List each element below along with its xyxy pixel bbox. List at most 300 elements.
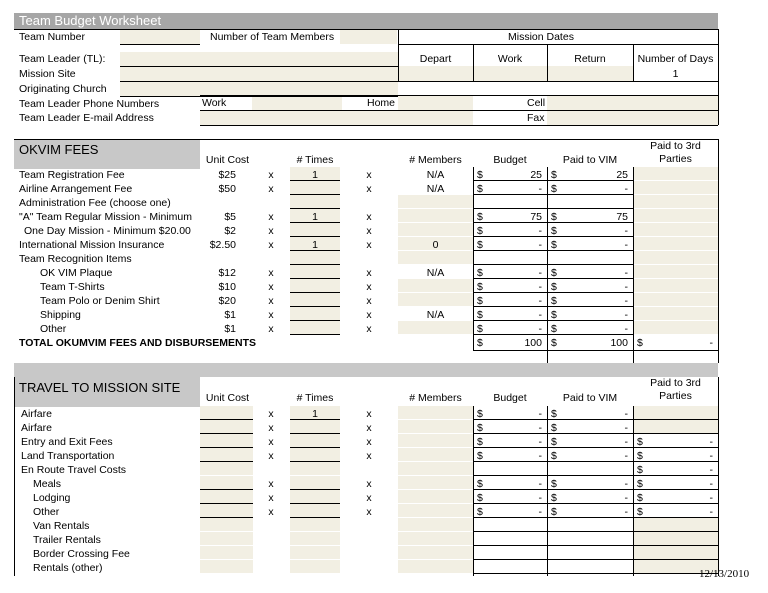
- travel-left-border: [14, 377, 15, 576]
- budget-value: 25: [530, 169, 542, 181]
- okvim-total-third: -: [709, 337, 713, 349]
- members-x: x: [366, 169, 372, 181]
- unit-cost-input[interactable]: [200, 420, 253, 433]
- okvim-right-border: [718, 139, 719, 363]
- times-x: x: [268, 422, 274, 434]
- phone-work-field[interactable]: [252, 96, 342, 110]
- team-number-field[interactable]: [120, 30, 200, 44]
- paid-3rd-input[interactable]: [633, 518, 718, 531]
- members-input[interactable]: [398, 560, 473, 573]
- members-input[interactable]: [398, 321, 473, 334]
- okvim-total-budget: 100: [524, 337, 542, 349]
- travel-item-label: Van Rentals: [33, 520, 90, 532]
- budget-sign: $: [477, 422, 483, 434]
- members-x: x: [366, 309, 372, 321]
- vim-value: -: [624, 225, 628, 237]
- col-paid-3rd: Paid to 3rd Parties: [650, 140, 701, 165]
- budget-sign: $: [477, 450, 483, 462]
- email-field[interactable]: [200, 111, 473, 125]
- members-x: x: [366, 506, 372, 518]
- vim-value: -: [624, 281, 628, 293]
- times-input[interactable]: [290, 223, 340, 236]
- vim-value: -: [624, 183, 628, 195]
- header-right-border: [718, 29, 719, 125]
- budget-sign: $: [477, 478, 483, 490]
- members-input[interactable]: [398, 434, 473, 447]
- unit-cost-input[interactable]: [200, 448, 253, 461]
- budget-value: -: [538, 323, 542, 335]
- members-x: x: [366, 239, 372, 251]
- paid-3rd-input[interactable]: [633, 307, 718, 320]
- times-x: x: [268, 492, 274, 504]
- budget-value: 75: [530, 211, 542, 223]
- third-sign: $: [637, 478, 643, 490]
- times-x: x: [268, 478, 274, 490]
- paid-3rd-input[interactable]: [633, 265, 718, 278]
- times-input[interactable]: [290, 321, 340, 334]
- mission-site-label: Mission Site: [19, 68, 76, 80]
- travel-item-label: Lodging: [33, 492, 71, 504]
- depart-field[interactable]: [398, 66, 473, 81]
- budget-value: -: [538, 225, 542, 237]
- amount-underline: [473, 573, 718, 574]
- col-times: # Times: [296, 154, 334, 166]
- vim-sign: $: [551, 211, 557, 223]
- fax-label: Fax: [527, 112, 545, 124]
- times-input[interactable]: [290, 448, 340, 461]
- third-sign: $: [637, 506, 643, 518]
- okvim-total-vim-sign: $: [551, 337, 557, 349]
- vim-value: -: [624, 239, 628, 251]
- times-value: 1: [312, 169, 318, 181]
- vim-value: 75: [616, 211, 628, 223]
- vim-value: -: [624, 309, 628, 321]
- worksheet-title: Team Budget Worksheet: [19, 13, 162, 28]
- budget-value: -: [538, 506, 542, 518]
- members-x: x: [366, 436, 372, 448]
- work-label: Work: [497, 53, 523, 65]
- vim-sign: $: [551, 422, 557, 434]
- third-sign: $: [637, 464, 643, 476]
- phone-underline: [200, 110, 718, 111]
- times-input[interactable]: [290, 265, 340, 278]
- times-x: x: [268, 408, 274, 420]
- members-x: x: [366, 211, 372, 223]
- phone-cell-label: Cell: [527, 97, 546, 109]
- okvim-item-label: Shipping: [40, 309, 81, 321]
- amount-underline: [473, 264, 633, 265]
- team-number-label: Team Number: [19, 31, 85, 43]
- members-input[interactable]: [398, 195, 473, 208]
- budget-value: -: [538, 436, 542, 448]
- col-paid-3rd: Paid to 3rd Parties: [650, 377, 701, 402]
- members-input[interactable]: [398, 279, 473, 292]
- paid-3rd-input[interactable]: [633, 237, 718, 250]
- times-x: x: [268, 267, 274, 279]
- return-label: Return: [574, 53, 606, 65]
- vim-sign: $: [551, 225, 557, 237]
- unit-cost-input[interactable]: [200, 462, 253, 475]
- vim-sign: $: [551, 506, 557, 518]
- budget-sign: $: [477, 281, 483, 293]
- vim-sign: $: [551, 436, 557, 448]
- section-separator: [14, 363, 718, 377]
- paid-3rd-input[interactable]: [633, 195, 718, 208]
- vim-sign: $: [551, 295, 557, 307]
- vim-sign: $: [551, 239, 557, 251]
- vim-sign: $: [551, 450, 557, 462]
- members-x: x: [366, 492, 372, 504]
- okvim-title: OKVIM FEES: [19, 142, 99, 157]
- budget-value: -: [538, 408, 542, 420]
- members-x: x: [366, 408, 372, 420]
- times-input[interactable]: [290, 560, 340, 573]
- members-x: x: [366, 422, 372, 434]
- unit-cost: $10: [218, 281, 236, 293]
- num-days-value: 1: [672, 68, 679, 80]
- members-value: N/A: [426, 169, 445, 181]
- paid-3rd-input[interactable]: [633, 223, 718, 236]
- times-x: x: [268, 281, 274, 293]
- times-input[interactable]: [290, 476, 340, 489]
- members-input[interactable]: [398, 420, 473, 433]
- unit-cost-input[interactable]: [200, 434, 253, 447]
- times-x: x: [268, 295, 274, 307]
- col-unit-cost: Unit Cost: [205, 154, 250, 166]
- budget-value: -: [538, 295, 542, 307]
- paid-3rd-input[interactable]: [633, 546, 718, 559]
- okvim-item-label: Team Recognition Items: [19, 253, 132, 265]
- budget-sign: $: [477, 323, 483, 335]
- unit-cost: $1: [224, 309, 236, 321]
- team-leader-field[interactable]: [120, 52, 398, 66]
- budget-sign: $: [477, 169, 483, 181]
- okvim-total-label: TOTAL OKUMVIM FEES AND DISBURSEMENTS: [19, 337, 257, 349]
- times-value: 1: [312, 239, 318, 251]
- budget-sign: $: [477, 183, 483, 195]
- travel-item-label: Other: [33, 506, 60, 518]
- travel-item-label: En Route Travel Costs: [21, 464, 127, 476]
- travel-item-label: Meals: [33, 478, 62, 490]
- members-input[interactable]: [398, 546, 473, 559]
- unit-cost: $5: [224, 211, 236, 223]
- times-input[interactable]: [290, 546, 340, 559]
- vim-sign: $: [551, 169, 557, 181]
- vim-sign: $: [551, 281, 557, 293]
- vim-value: -: [624, 450, 628, 462]
- footer-date: 12/13/2010: [699, 568, 750, 580]
- third-value: -: [709, 464, 713, 476]
- vim-border: [547, 406, 548, 576]
- third-value: -: [709, 506, 713, 518]
- unit-cost-input[interactable]: [200, 490, 253, 503]
- okvim-item-label: Other: [40, 323, 67, 335]
- paid-3rd-input[interactable]: [633, 293, 718, 306]
- budget-sign: $: [477, 492, 483, 504]
- paid-3rd-input[interactable]: [633, 167, 718, 180]
- okvim-item-label: "A" Team Regular Mission - Minimum: [19, 211, 192, 223]
- vim-value: -: [624, 506, 628, 518]
- budget-value: -: [538, 492, 542, 504]
- third-value: -: [709, 450, 713, 462]
- third-sign: $: [637, 436, 643, 448]
- mission-site-field[interactable]: [120, 67, 398, 81]
- members-x: x: [366, 281, 372, 293]
- amount-underline: [473, 208, 633, 209]
- members-value: 0: [432, 239, 439, 251]
- members-input[interactable]: [398, 462, 473, 475]
- okvim-item-label: International Mission Insurance: [19, 239, 165, 251]
- budget-border: [473, 167, 474, 350]
- times-x: x: [268, 323, 274, 335]
- members-input[interactable]: [398, 490, 473, 503]
- times-x: x: [268, 309, 274, 321]
- unit-cost-input[interactable]: [200, 560, 253, 573]
- phone-home-field[interactable]: [398, 96, 473, 110]
- travel-item-label: Border Crossing Fee: [33, 548, 130, 560]
- vim-sign: $: [551, 267, 557, 279]
- work-date-field[interactable]: [473, 66, 547, 81]
- num-members-label: Number of Team Members: [210, 31, 335, 43]
- members-input[interactable]: [398, 293, 473, 306]
- members-input[interactable]: [398, 209, 473, 222]
- third-value: -: [709, 492, 713, 504]
- header-line: [14, 29, 718, 30]
- col-unit-cost: Unit Cost: [205, 392, 250, 404]
- members-input[interactable]: [398, 518, 473, 531]
- paid-3rd-input[interactable]: [633, 181, 718, 194]
- phone-cell-field[interactable]: [547, 96, 718, 110]
- members-input[interactable]: [398, 448, 473, 461]
- budget-sign: $: [477, 295, 483, 307]
- paid-3rd-input[interactable]: [633, 209, 718, 222]
- times-input[interactable]: [290, 532, 340, 545]
- okvim-total-budget-sign: $: [477, 337, 483, 349]
- times-x: x: [268, 239, 274, 251]
- times-input[interactable]: [290, 251, 340, 264]
- mission-dates-label: Mission Dates: [508, 31, 574, 43]
- members-input[interactable]: [398, 223, 473, 236]
- times-x: x: [268, 183, 274, 195]
- members-value: N/A: [426, 267, 445, 279]
- budget-sign: $: [477, 506, 483, 518]
- times-input[interactable]: [290, 420, 340, 433]
- okvim-item-label: Administration Fee (choose one): [19, 197, 171, 209]
- times-x: x: [268, 211, 274, 223]
- col-paid-vim: Paid to VIM: [562, 154, 618, 166]
- unit-cost-input[interactable]: [200, 406, 253, 419]
- vim-sign: $: [551, 492, 557, 504]
- budget-value: -: [538, 239, 542, 251]
- budget-sign: $: [477, 239, 483, 251]
- okvim-top-line: [14, 139, 718, 140]
- mission-site-underline: [120, 81, 718, 82]
- members-x: x: [366, 225, 372, 237]
- unit-cost: $20: [218, 295, 236, 307]
- paid-3rd-input[interactable]: [633, 279, 718, 292]
- members-x: x: [366, 267, 372, 279]
- travel-title: TRAVEL TO MISSION SITE: [19, 380, 181, 395]
- members-x: x: [366, 295, 372, 307]
- okvim-item-label: Airline Arrangement Fee: [19, 183, 133, 195]
- unit-cost: $25: [218, 169, 236, 181]
- unit-cost: $2.50: [209, 239, 236, 251]
- third-border: [633, 167, 634, 363]
- travel-item-label: Airfare: [21, 408, 52, 420]
- unit-cost: $2: [224, 225, 236, 237]
- members-input[interactable]: [398, 476, 473, 489]
- third-border: [633, 406, 634, 576]
- budget-sign: $: [477, 309, 483, 321]
- originating-church-label: Originating Church: [19, 83, 107, 95]
- fax-field[interactable]: [547, 111, 718, 125]
- budget-value: -: [538, 267, 542, 279]
- team-leader-underline: [120, 66, 398, 67]
- times-input[interactable]: [290, 279, 340, 292]
- times-x: x: [268, 436, 274, 448]
- third-sign: $: [637, 492, 643, 504]
- paid-3rd-input[interactable]: [633, 251, 718, 264]
- travel-item-label: Airfare: [21, 422, 52, 434]
- okvim-item-label: Team Polo or Denim Shirt: [40, 295, 160, 307]
- team-leader-label: Team Leader (TL):: [19, 53, 106, 65]
- travel-item-label: Land Transportation: [21, 450, 115, 462]
- unit-cost: $50: [218, 183, 236, 195]
- times-input[interactable]: [290, 434, 340, 447]
- times-input[interactable]: [290, 307, 340, 320]
- times-x: x: [268, 169, 274, 181]
- vim-sign: $: [551, 478, 557, 490]
- vim-value: -: [624, 408, 628, 420]
- vim-border: [547, 167, 548, 363]
- unit-cost: $12: [218, 267, 236, 279]
- unit-cost: $1: [224, 323, 236, 335]
- dates-line: [398, 44, 718, 45]
- church-underline: [120, 96, 398, 97]
- vim-value: -: [624, 478, 628, 490]
- email-underline: [200, 125, 718, 126]
- team-number-underline: [120, 44, 200, 45]
- budget-sign: $: [477, 211, 483, 223]
- budget-value: -: [538, 422, 542, 434]
- budget-sign: $: [477, 225, 483, 237]
- members-x: x: [366, 478, 372, 490]
- originating-church-field[interactable]: [120, 82, 398, 96]
- third-value: -: [709, 436, 713, 448]
- members-input[interactable]: [398, 504, 473, 517]
- vim-value: -: [624, 436, 628, 448]
- times-input[interactable]: [290, 462, 340, 475]
- phone-work-label: Work: [202, 97, 227, 109]
- budget-value: -: [538, 183, 542, 195]
- col-times: # Times: [296, 392, 334, 404]
- times-input[interactable]: [290, 504, 340, 517]
- phone-home-label: Home: [367, 97, 396, 109]
- third-value: -: [709, 478, 713, 490]
- times-underline: [290, 334, 340, 335]
- budget-sign: $: [477, 436, 483, 448]
- budget-sign: $: [477, 267, 483, 279]
- col-budget: Budget: [493, 392, 527, 404]
- vim-value: -: [624, 323, 628, 335]
- times-value: 1: [312, 408, 318, 420]
- paid-3rd-input[interactable]: [633, 532, 718, 545]
- col-members: # Members: [409, 392, 462, 404]
- budget-sign: $: [477, 408, 483, 420]
- times-input[interactable]: [290, 195, 340, 208]
- paid-3rd-input[interactable]: [633, 321, 718, 334]
- budget-value: -: [538, 281, 542, 293]
- vim-value: -: [624, 295, 628, 307]
- okvim-item-label: Team Registration Fee: [19, 169, 125, 181]
- col-paid-vim: Paid to VIM: [562, 392, 618, 404]
- email-label: Team Leader E-mail Address: [19, 112, 154, 124]
- unit-cost-input[interactable]: [200, 504, 253, 517]
- okvim-item-label: Team T-Shirts: [40, 281, 105, 293]
- paid-3rd-input[interactable]: [633, 420, 718, 433]
- vim-sign: $: [551, 183, 557, 195]
- okvim-item-label: OK VIM Plaque: [40, 267, 113, 279]
- col-budget: Budget: [493, 154, 527, 166]
- members-x: x: [366, 323, 372, 335]
- depart-label: Depart: [419, 53, 452, 65]
- members-input[interactable]: [398, 406, 473, 419]
- members-x: x: [366, 450, 372, 462]
- unit-cost-input[interactable]: [200, 518, 253, 531]
- okvim-item-label: One Day Mission - Minimum $20.00: [24, 225, 191, 237]
- times-value: 1: [312, 211, 318, 223]
- okvim-total-underline: [473, 350, 718, 351]
- vim-value: -: [624, 422, 628, 434]
- budget-value: -: [538, 309, 542, 321]
- times-input[interactable]: [290, 490, 340, 503]
- phone-label: Team Leader Phone Numbers: [19, 98, 160, 110]
- vim-value: 25: [616, 169, 628, 181]
- times-input[interactable]: [290, 518, 340, 531]
- members-value: N/A: [426, 183, 445, 195]
- okvim-total-third-sign: $: [637, 337, 643, 349]
- unit-cost-input[interactable]: [200, 476, 253, 489]
- travel-item-label: Entry and Exit Fees: [21, 436, 113, 448]
- times-input[interactable]: [290, 293, 340, 306]
- budget-border: [473, 406, 474, 576]
- members-value: N/A: [426, 309, 445, 321]
- members-input[interactable]: [398, 532, 473, 545]
- vim-sign: $: [551, 309, 557, 321]
- okvim-total-vim: 100: [610, 337, 628, 349]
- vim-value: -: [624, 267, 628, 279]
- unit-cost-input[interactable]: [200, 532, 253, 545]
- travel-item-label: Trailer Rentals: [33, 534, 101, 546]
- times-x: x: [268, 450, 274, 462]
- num-members-field[interactable]: [340, 30, 397, 44]
- return-field[interactable]: [547, 66, 633, 81]
- col-members: # Members: [409, 154, 462, 166]
- paid-3rd-input[interactable]: [633, 406, 718, 419]
- budget-value: -: [538, 478, 542, 490]
- phone-topline: [200, 95, 718, 96]
- vim-sign: $: [551, 323, 557, 335]
- members-x: x: [366, 183, 372, 195]
- times-x: x: [268, 225, 274, 237]
- times-input[interactable]: [290, 181, 340, 194]
- num-days-label: Number of Days: [637, 53, 714, 65]
- times-x: x: [268, 506, 274, 518]
- third-sign: $: [637, 450, 643, 462]
- vim-sign: $: [551, 408, 557, 420]
- members-input[interactable]: [398, 251, 473, 264]
- unit-cost-input[interactable]: [200, 546, 253, 559]
